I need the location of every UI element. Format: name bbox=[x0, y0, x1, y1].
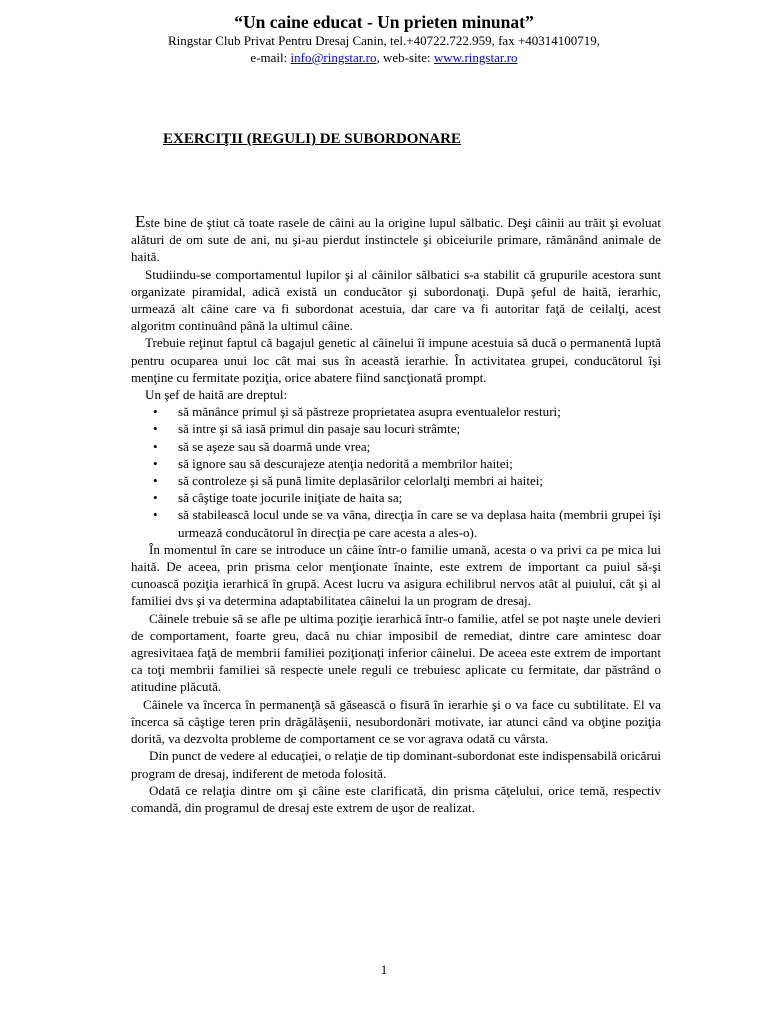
email-label: e-mail: bbox=[250, 50, 291, 65]
list-item: • să mănânce primul şi să păstreze proprietatea asupra eventualelor resturi; bbox=[153, 403, 661, 420]
paragraph-1 bbox=[131, 214, 661, 266]
paragraph-7: Câinele va încerca în permanenţă să găsească o fisură în ierarhie şi o va face cu subtilitate. El va încerca să câştige teren prin drăgălăşenii, nesubordonări motivate, iar atunci când va obţine poziţia dorită, va dezvolta probleme de comportament ce se vor agrava odată cu vârsta. bbox=[131, 696, 661, 747]
document-title: EXERCIŢII (REGULI) DE SUBORDONARE bbox=[163, 131, 461, 147]
contact-line: Ringstar Club Privat Pentru Dresaj Canin, tel.+40722.722.959, fax +40314100719, bbox=[167, 33, 601, 48]
paragraph-4: Un şef de haită are dreptul: bbox=[145, 387, 288, 403]
paragraph-6: Câinele trebuie să se afle pe ultima poziţie ierarhică într-o familie, atfel se pot naşte unele devieri de comportament, foarte greu, dacă nu chiar imposibil de remediat, dintre care amintesc doar agresivitaea faţă de membrii familiei poziţionaţi inferior câinelui. De aceea este extrem de important ca toţi membrii familiei să respecte unele reguli ce trebuiesc aplicate cu fermitate, dar păstrând o atitudine plăcută. bbox=[131, 610, 661, 695]
list-item: • să câştige toate jocurile iniţiate de haita sa; bbox=[153, 489, 661, 506]
list-item: • să stabilească locul unde se va vâna, direcţia în care se va deplasa haita (membrii grupei îşi urmează conducătorul în direcţia pe care acesta a ales-o). bbox=[153, 506, 661, 540]
rights-list bbox=[131, 403, 661, 541]
paragraph-1-text: ste bine de ştiut că toate rasele de câini au la origine lupul sălbatic. Deşi câinii au trăit şi evoluat alături de om sute de ani, nu şi-au pierdut instinctele şi obiceiurile primare, rămânând animale de haită. bbox=[131, 215, 661, 265]
list-item: • să se aşeze sau să doarmă unde vrea; bbox=[153, 438, 661, 455]
list-item: • să ignore sau să descurajeze atenţia nedorită a membrilor haitei; bbox=[153, 455, 661, 472]
paragraph-2: Studiindu-se comportamentul lupilor şi al câinilor sălbatici s-a stabilit că grupurile acestora sunt organizate piramidal, adică există un conducător şi subordonaţi. După şeful de haită, ierarhic, urmează alt câine care va fi subordonat acestuia, dar care va fi autoritar faţă de ceilalţi, acest algoritm continuând până la ultimul câine. bbox=[131, 266, 661, 334]
email-link[interactable]: info@ringstar.ro bbox=[290, 50, 377, 65]
website-link[interactable]: www.ringstar.ro bbox=[433, 50, 518, 65]
paragraph-9: Odată ce relaţia dintre om şi câine este clarificată, din prisma căţelului, orice temă, respectiv comandă, din programul de dresaj este extrem de uşor de realizat. bbox=[131, 782, 661, 815]
paragraph-8: Din punct de vedere al educaţiei, o relaţie de tip dominant-subordonat este indispensabilă oricărui program de dresaj, indiferent de metoda folosită. bbox=[131, 748, 661, 781]
motto: “Un caine educat - Un prieten minunat” bbox=[234, 12, 534, 32]
paragraph-3: Trebuie reţinut faptul că bagajul genetic al câinelui îi impune acestuia să ducă o permanentă luptă pentru ocuparea unui loc cât mai sus în această ierarhie. În activitatea grupei, conducătorul îşi menţine cu fermitate poziţia, orice abatere fiind sancţionată prompt. bbox=[131, 335, 661, 385]
page-number: 1 bbox=[380, 962, 388, 977]
list-item: • să controleze şi să pună limite deplasărilor celorlalţi membri ai haitei; bbox=[153, 472, 661, 489]
site-label: , web-site: bbox=[376, 50, 434, 65]
drop-cap: E bbox=[135, 212, 146, 231]
contact-links bbox=[0, 49, 768, 66]
list-item: • să intre şi să iasă primul din pasaje sau locuri strâmte; bbox=[153, 420, 661, 437]
paragraph-5: În momentul în care se introduce un câine într-o familie umană, acesta o va privi ca pe mica lui haită. De aceea, prin prisma celor menţionate înainte, este extrem de important ca puiul să-şi cunoască poziţia ierarhică în grupă. Acest lucru va asigura echilibrul nervos atât al puiului, cât şi al familiei dvs şi va determina adaptabilitatea câinelui la un program de dresaj. bbox=[131, 541, 661, 609]
letterhead bbox=[0, 12, 768, 66]
document-body bbox=[131, 214, 661, 816]
